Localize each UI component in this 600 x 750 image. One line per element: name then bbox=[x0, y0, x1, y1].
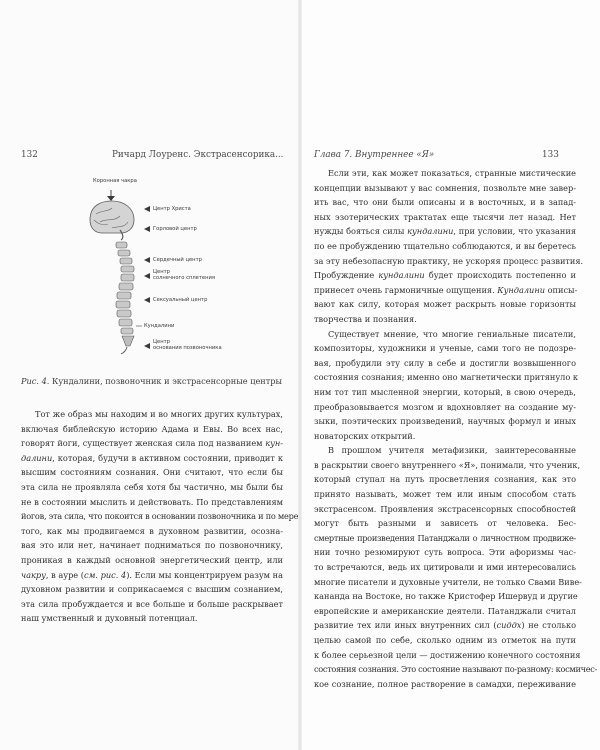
text-line bbox=[314, 283, 576, 298]
spine-chakra-figure bbox=[24, 168, 282, 368]
text-line: композиторы, художники и ученые, сами того не подозре- bbox=[314, 343, 576, 354]
italic-term: см. рис. 4 bbox=[84, 569, 127, 580]
coccyx-shape bbox=[121, 347, 127, 354]
text-line: духовном развитии и соприкасаемся с высшим сознанием, bbox=[21, 584, 283, 595]
left-page-number: 132 bbox=[21, 150, 38, 160]
text-line bbox=[21, 568, 283, 583]
text-line: Тот же образ мы находим и во многих других культурах, bbox=[35, 409, 283, 419]
text-run: описы- bbox=[545, 284, 578, 295]
label-base-center-line2: основания позвоночника bbox=[153, 345, 222, 351]
vertebra bbox=[120, 258, 132, 264]
text-line bbox=[21, 436, 283, 451]
label-heart-center: Сердечный центр bbox=[153, 257, 202, 263]
brain-shape bbox=[90, 201, 134, 233]
label-christ-center: Центр Христа bbox=[153, 206, 191, 212]
vertebra bbox=[119, 319, 132, 326]
text-line: высшим состояниям сознания. Они считают, что если бы bbox=[21, 467, 283, 478]
solar-plexus-arrow-icon bbox=[144, 273, 150, 279]
text-line: В прошлом учителя метафизики, заинтересованные bbox=[328, 445, 576, 456]
text-line: йогов, эта сила, что покоится в основании позвоночника и по мере bbox=[21, 511, 299, 522]
text-line: то встречаются, ведь их цитировали и ими интересовались bbox=[314, 562, 576, 573]
text-run: нужды бояться силы bbox=[314, 226, 408, 237]
text-line: вая это или нет, начинает подниматься по позвоночнику, bbox=[21, 540, 283, 551]
italic-term: Кундалини bbox=[497, 284, 545, 295]
text-run: будет происходить постепенно и bbox=[424, 270, 576, 281]
text-line: смертные произведения Патанджали о личностном продвиже- bbox=[314, 532, 576, 543]
italic-term: кундалини bbox=[407, 226, 454, 237]
text-run: говорят йоги, существует женская сила под названием bbox=[21, 438, 266, 449]
text-run: развитие тех или иных внутренних сил ( bbox=[314, 620, 497, 631]
vertebra bbox=[116, 242, 127, 248]
vertebra bbox=[117, 310, 131, 317]
text-run: ). Если мы концентрируем разум на bbox=[126, 569, 284, 580]
label-throat-center: Горловой центр bbox=[153, 226, 197, 232]
italic-term: чакру bbox=[21, 569, 46, 580]
text-run: , в ауре ( bbox=[45, 569, 84, 580]
text-line bbox=[314, 224, 576, 239]
base-center-arrow-icon bbox=[144, 343, 150, 349]
label-kundalini: Кундалини bbox=[144, 323, 175, 329]
text-line: принято называть, может тем или иным способом стать bbox=[314, 489, 576, 500]
vertebra bbox=[118, 250, 130, 256]
text-line: могут быть разными и зависеть от человека. Бес- bbox=[314, 518, 576, 529]
italic-term: сиддх bbox=[496, 620, 522, 631]
label-base-center-line1: Центр bbox=[153, 339, 170, 345]
text-line: европейские и американские деятели. Патанджали считал bbox=[314, 605, 576, 616]
vertebra bbox=[117, 292, 131, 299]
text-line: к более серьезной цели — достижению конечного состояния bbox=[314, 649, 581, 660]
text-line: нии точно резюмируют суть вопроса. Эти афоризмы час- bbox=[314, 547, 576, 558]
text-line: творчества и познания. bbox=[314, 313, 417, 324]
italic-term: кун- bbox=[265, 438, 283, 449]
spine-illustration bbox=[24, 168, 282, 368]
italic-term: кундалини bbox=[378, 270, 425, 281]
christ-center-arrow-icon bbox=[144, 206, 150, 212]
text-line: за эту небезопасную практику, не ускоряя процесс развития. bbox=[314, 255, 584, 266]
label-sexual-center: Сексуальный центр bbox=[153, 297, 208, 303]
text-line bbox=[314, 618, 576, 633]
text-line: целью самой по себе, сколько одним из отметок на пути bbox=[314, 635, 576, 645]
text-line: новаторских открытий. bbox=[314, 430, 416, 441]
text-run: , при условии, что указания bbox=[453, 226, 576, 237]
text-line: ить вас, что они были описаны и в восточных, и в запад- bbox=[314, 197, 576, 208]
text-run: ) не столько bbox=[521, 620, 576, 631]
text-line: по ее пробуждению тщательно соблюдаются, и вы беретесь bbox=[314, 240, 576, 251]
figure-caption bbox=[21, 376, 282, 386]
book-gutter bbox=[298, 0, 302, 750]
text-line: включая библейскую историю Адама и Евы. Во всех нас, bbox=[21, 423, 283, 434]
text-run: , которая, будучи в активном состоянии, приводит к bbox=[52, 452, 283, 463]
label-solar-plexus-line1: Центр bbox=[153, 269, 170, 275]
right-page-number: 133 bbox=[542, 150, 559, 160]
text-line: преобразовывается мозгом и вдохновляет на создание му- bbox=[314, 401, 576, 412]
text-line: концепции вызывают у вас сомнения, позвольте мне завер- bbox=[314, 182, 576, 193]
text-line: состояния сознания. Это состояние называют по-разному: космичес- bbox=[314, 664, 598, 675]
text-line bbox=[314, 268, 576, 283]
text-line: вая, пробудили эту силу в себе и достигли возвышенного bbox=[314, 357, 576, 368]
text-line: не в состоянии мыслить и действовать. По представлениям bbox=[21, 496, 283, 507]
text-line: эта сила пробуждается и все больше и больше раскрывает bbox=[21, 598, 283, 609]
right-running-head: Глава 7. Внутреннее «Я» bbox=[314, 150, 435, 160]
text-line: вают как силу, которая может раскрыть новые горизонты bbox=[314, 299, 576, 310]
text-line: кое сознание, полное растворение в самадхи, переживание bbox=[314, 678, 576, 689]
crown-arrow-icon bbox=[107, 196, 115, 201]
text-line: в раскрытии своего внутреннего «Я», понимали, что ученик, bbox=[314, 459, 581, 470]
text-run: принесет очень гармоничные ощущения. bbox=[314, 284, 498, 295]
text-line: проникая в каждый основной энергетический центр, или bbox=[21, 554, 283, 565]
right-page-body bbox=[314, 166, 598, 691]
label-solar-plexus-line2: солнечного сплетения bbox=[153, 275, 215, 281]
left-page-body bbox=[21, 407, 299, 626]
text-line bbox=[21, 451, 283, 466]
text-line: кананда на Востоке, но также Кристофер Ишервуд и другие bbox=[314, 591, 578, 602]
text-line: многие писатели и духовные учители, не только Свами Виве- bbox=[314, 576, 582, 587]
text-line: Если эти, как может показаться, странные мистические bbox=[328, 168, 576, 178]
sexual-center-arrow-icon bbox=[144, 297, 150, 303]
text-line: наш умственный и духовный потенциал. bbox=[21, 613, 198, 624]
text-line: экстрасенсом. Проявления экстрасенсорных способностей bbox=[314, 503, 576, 514]
vertebra bbox=[121, 266, 134, 272]
text-line: состояния сознания; именно оно магнетически притянуло к bbox=[314, 372, 579, 383]
text-line: ных эзотерических трактатах еще тысячи лет назад. Нет bbox=[314, 211, 576, 222]
vertebra bbox=[116, 301, 130, 308]
text-line: зыки, поэтических произведений, научных формул и иных bbox=[314, 416, 576, 427]
text-line: ним тот тип мысленной энергии, который, в свою очередь, bbox=[314, 386, 576, 397]
figure-caption-text: Кундалини, позвоночник и экстрасенсорные центры bbox=[52, 376, 283, 386]
throat-center-arrow-icon bbox=[144, 226, 150, 232]
text-line: эта сила не проявляла себя хотя бы частично, мы были бы bbox=[21, 481, 283, 492]
vertebra bbox=[119, 283, 133, 290]
italic-term: далини bbox=[21, 452, 53, 463]
sacrum-shape bbox=[122, 336, 134, 346]
text-run: Пробуждение bbox=[314, 270, 379, 281]
vertebra bbox=[121, 328, 133, 334]
vertebra bbox=[121, 274, 134, 281]
figure-caption-number: Рис. 4. bbox=[21, 376, 50, 386]
heart-center-arrow-icon bbox=[144, 257, 150, 263]
text-line: того, как мы продвигаемся в духовном развитии, осозна- bbox=[21, 525, 283, 536]
text-line: который ступал на путь просветления сознания, как это bbox=[314, 474, 576, 485]
text-line: Существует мнение, что многие гениальные писатели, bbox=[328, 328, 576, 339]
left-running-head: Ричард Лоуренс. Экстрасенсорика... bbox=[112, 150, 284, 160]
label-crown-chakra: Коронная чакра bbox=[93, 178, 137, 184]
